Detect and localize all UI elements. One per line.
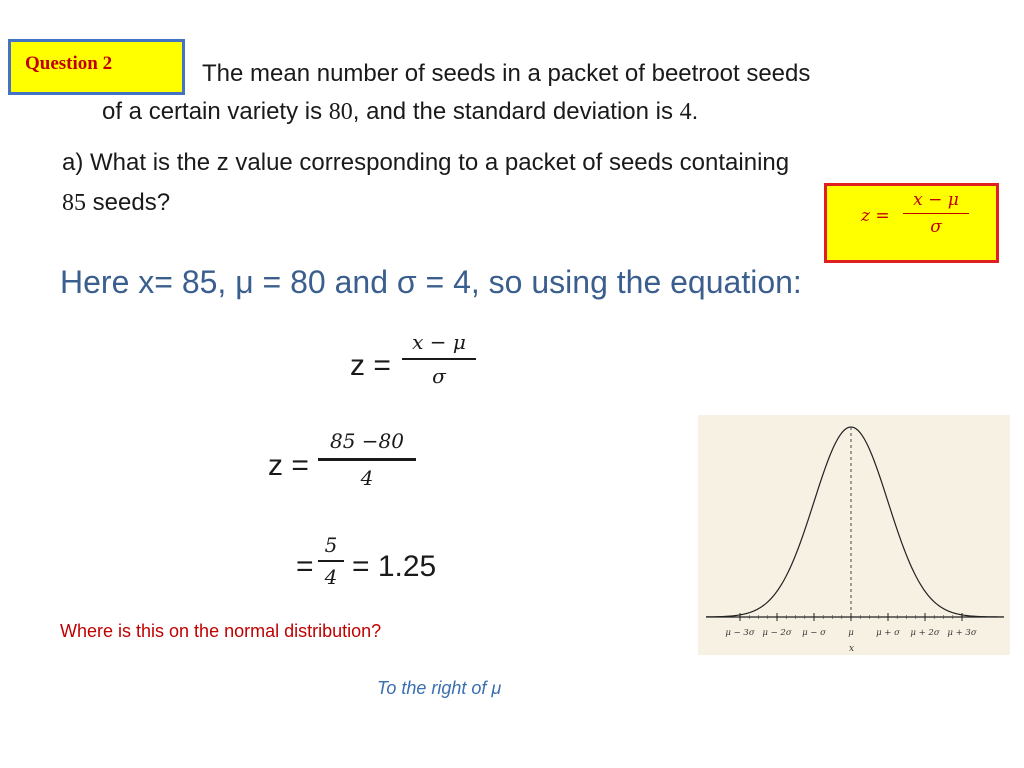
formula-box-fraction (903, 190, 969, 237)
step1-numerator: x − μ (412, 330, 466, 354)
step2-fraction (318, 429, 416, 490)
formula-box-denominator: σ (930, 217, 942, 237)
step2-numerator: 85 −80 (329, 429, 404, 453)
axis-tick-label: μ (848, 628, 854, 638)
step3-fraction-bar (318, 560, 344, 562)
step1-denominator: σ (432, 364, 446, 388)
step3-result: = 1.25 (352, 550, 437, 583)
question-line-1: The mean number of seeds in a packet of beetroot seeds (202, 60, 811, 87)
axis-tick-label: μ − σ (802, 628, 826, 638)
formula-box-fraction-bar (903, 213, 969, 214)
step3-numerator: 5 (324, 533, 338, 557)
step1-fraction-bar (402, 358, 476, 360)
step3-fraction (318, 533, 344, 589)
sd-value: 4 (679, 99, 692, 125)
axis-tick-label: μ − 2σ (762, 628, 792, 638)
question-badge-label: Question 2 (25, 53, 113, 74)
part-a-line-1: a) What is the z value corresponding to a packet of seeds containing (62, 149, 790, 176)
working-intro: Here x= 85, μ = 80 and σ = 4, so using the equation: (60, 264, 802, 300)
axis-tick-label: μ + 3σ (947, 628, 977, 638)
answer-text: To the right of μ (377, 678, 502, 698)
x-axis-label: x (849, 644, 855, 654)
distribution-prompt: Where is this on the normal distribution? (60, 621, 382, 641)
axis-tick-label: μ + 2σ (910, 628, 940, 638)
part-a-line-2-suffix: seeds? (86, 189, 171, 216)
step1-fraction (402, 330, 476, 388)
normal-curve (706, 427, 1004, 617)
question-line-2-suffix: . (691, 98, 699, 125)
question-line-2-mid: , and the standard deviation is (352, 98, 680, 125)
part-a-seed-count: 85 (62, 190, 86, 216)
normal-distribution-chart (698, 415, 1010, 655)
question-badge (8, 39, 185, 95)
normal-curve-svg (698, 415, 1010, 655)
formula-box (824, 183, 999, 263)
formula-box-lhs: z = (861, 206, 890, 226)
step3-denominator: 4 (324, 565, 338, 589)
axis-tick-label: μ + σ (876, 628, 900, 638)
mean-value: 80 (328, 99, 353, 125)
question-line-2-prefix: of a certain variety is (102, 98, 329, 125)
step3-lhs: = (296, 550, 314, 583)
step2-fraction-bar (318, 458, 416, 461)
step1-lhs: z = (350, 349, 391, 382)
formula-box-numerator: x − μ (913, 190, 959, 210)
step2-lhs: z = (268, 449, 309, 482)
part-a-line-2 (62, 189, 170, 217)
step2-denominator: 4 (360, 466, 374, 490)
question-line-2 (102, 98, 698, 126)
axis-tick-label: μ − 3σ (725, 628, 755, 638)
